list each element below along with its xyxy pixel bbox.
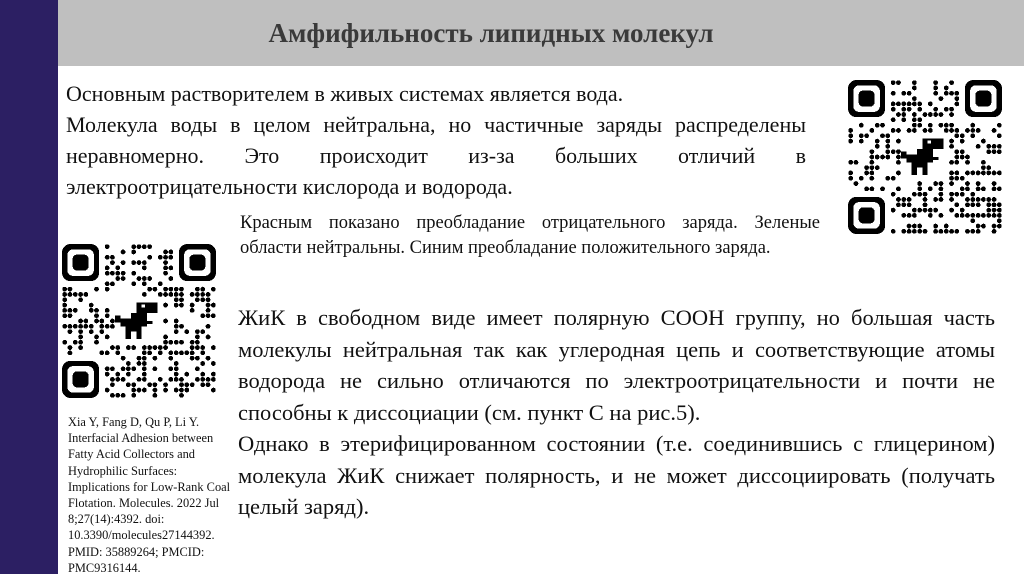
dinosaur-icon [115,302,157,339]
qr-code-icon[interactable] [62,244,216,398]
intro-text: Молекула воды в целом нейтральна, но частичные заряды распределены неравномерно. Это происходит из-за больших отличий в электроотрицательности кислорода и водорода. [66,112,806,199]
citation-text: Xia Y, Fang D, Qu P, Li Y. Interfacial Adhesion between Fatty Acid Collectors and Hydrophilic Surfaces: Implications for Low-Rank Coal Flotation. Molecules. 2022 Jul 8;27(14):4392. doi: 10.3390/molecules27144392. PMID: 35889264; PMCID: PMC9316144. [68,415,231,575]
main-paragraph-1: ЖиК в свободном виде имеет полярную COOH группу, но большая часть молекулы нейтральная так как углеродная цепь и соответствующие атомы водорода не сильно отличаются по электроотрицательности и почти не способны к диссоциации (см. пункт С на рис.5). [238,305,995,425]
main-paragraph-2: Однако в этерифицированном состоянии (т.е. соединившись с глицерином) молекула ЖиК снижает полярность, и не может диссоциировать (получать целый заряд). [238,431,995,519]
qr-code-graphic [848,80,1002,234]
main-text [238,302,995,523]
slide-title: Амфифильность липидных молекул [268,17,714,48]
left-accent-bar [0,0,58,574]
title-bar [58,0,1024,66]
dinosaur-icon [901,138,943,175]
qr-code-graphic [62,244,216,398]
intro-line-1: Основным растворителем в живых системах является вода. [66,81,624,106]
intro-paragraph [66,78,806,202]
figure-caption: Красным показано преобладание отрицательного заряда. Зеленые области нейтральны. Синим преобладание положительного заряда. [240,213,820,258]
qr-code-icon[interactable] [848,80,1002,234]
